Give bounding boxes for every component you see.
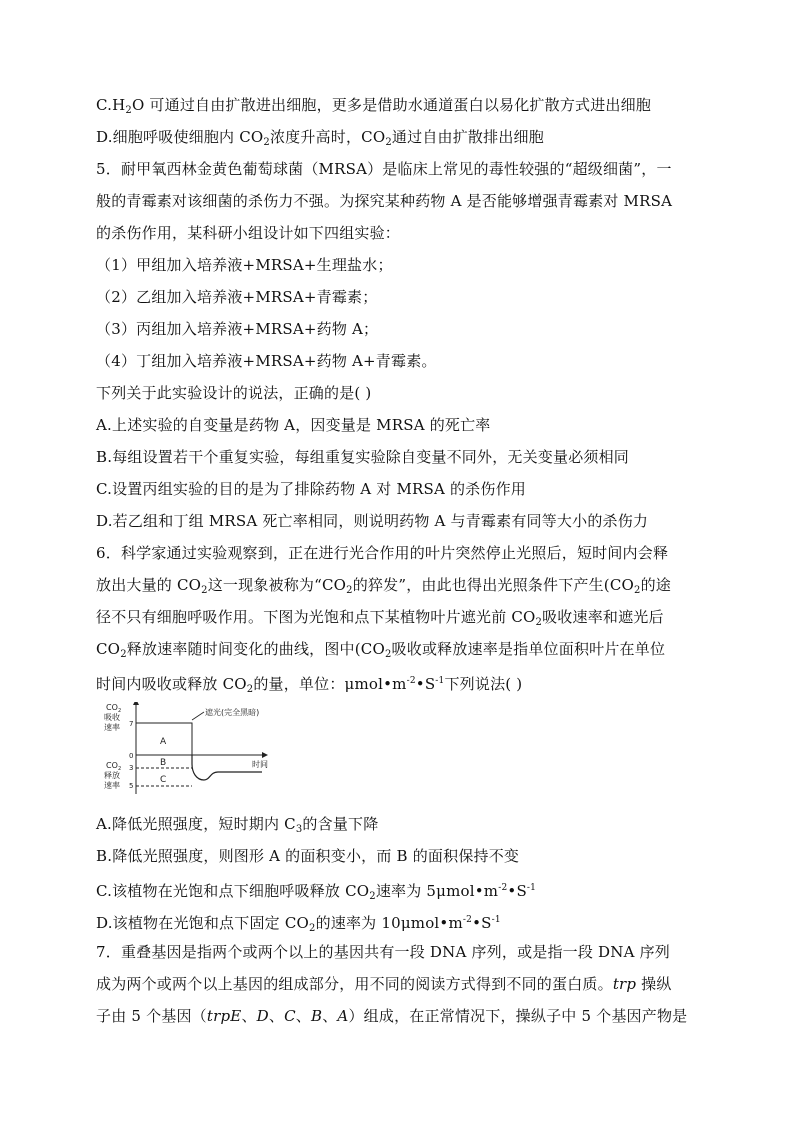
y-bottom-label: CO: [106, 761, 118, 770]
option-a-q6: A.降低光照强度，短时期内 $C_3$的含量下降: [96, 815, 379, 835]
x-axis-arrow: [262, 752, 268, 758]
group-2: （2）乙组加入培养液+MRSA+青霉素；: [96, 288, 378, 306]
y-bottom-label-3: 速率: [104, 781, 120, 790]
option-c-q5: C.设置丙组实验的目的是为了排除药物 A 对 MRSA 的杀伤作用: [96, 480, 526, 498]
option-d-q5: D.若乙组和丁组 MRSA 死亡率相同，则说明药物 A 与青霉素有同等大小的杀伤力: [96, 512, 649, 530]
region-b-label: B: [160, 758, 167, 768]
y-bottom-label-sub: 2: [118, 766, 122, 772]
tick-0: 0: [129, 752, 134, 760]
option-a-q5: A.上述实验的自变量是药物 A，因变量是 MRSA 的死亡率: [96, 416, 491, 434]
tick-7: 7: [129, 720, 134, 728]
question-7-stem-3: 子由 5 个基因（trpE、D、C、B、A）组成，在正常情况下，操纵子中 5 个基因产物是: [96, 1007, 688, 1025]
y-top-label-sub: 2: [118, 708, 122, 714]
y-axis-arrow: [133, 702, 139, 705]
question-6-stem-3: 径不只有细胞呼吸作用。下图为光饱和点下某植物叶片遮光前 $CO_2$吸收速率和遮光后: [96, 608, 664, 628]
question-5-stem-3: 的杀伤作用，某科研小组设计如下四组实验：: [96, 224, 401, 242]
y-top-label-2: 吸收: [104, 713, 120, 722]
question-6-stem-5: 时间内吸收或释放 $CO_2$的量，单位：$\mu mol•m^{-2}•S^{-1}$下列说法( ): [96, 675, 523, 695]
option-d-q4: D.细胞呼吸使细胞内 $CO_2$浓度升高时，$CO_2$通过自由扩散排出细胞: [96, 128, 544, 148]
x-axis-label: 时间: [252, 760, 268, 769]
option-b-q5: B.每组设置若干个重复实验，每组重复实验除自变量不同外，无关变量必须相同: [96, 448, 629, 466]
question-7-stem-1: 7．重叠基因是指两个或两个以上的基因共有一段 DNA 序列，或是指一段 DNA 序列: [96, 943, 670, 961]
question-6-stem-2: 放出大量的 $CO_2$这一现象被称为“$CO_2$的猝发”，由此也得出光照条件下产生($CO_2$的途: [96, 576, 671, 596]
region-c-label: C: [160, 775, 167, 785]
option-c-q4: $C.H_2O$ 可通过自由扩散进出细胞，更多是借助水通道蛋白以易化扩散方式进出细胞: [96, 96, 652, 116]
group-4: （4）丁组加入培养液+MRSA+药物 A+青霉素。: [96, 352, 437, 370]
question-5-prompt: 下列关于此实验设计的说法，正确的是( ): [96, 384, 372, 402]
option-b-q6: B.降低光照强度，则图形 A 的面积变小，而 B 的面积保持不变: [96, 847, 520, 865]
y-bottom-label-2: 释放: [104, 771, 120, 780]
option-c-q6: C.该植物在光饱和点下细胞呼吸释放 $CO_2$速率为 $5\mu mol•m^{-2}•S^{-1}$: [96, 882, 537, 902]
tick-5: 5: [129, 782, 134, 790]
group-3: （3）丙组加入培养液+MRSA+药物 A；: [96, 320, 379, 338]
question-6-stem-1: 6．科学家通过实验观察到，正在进行光合作用的叶片突然停止光照后，短时间内会释: [96, 544, 669, 562]
question-5-stem-2: 般的青霉素对该细菌的杀伤力不强。为探究某种药物 A 是否能够增强青霉素对 MRSA: [96, 192, 673, 210]
y-top-label: CO: [106, 703, 118, 712]
shade-annotation: 遮光(完全黑暗): [205, 708, 260, 717]
co2-rate-figure: [100, 702, 310, 798]
question-5-stem-1: 5．耐甲氧西林金黄色葡萄球菌（MRSA）是临床上常见的毒性较强的“超级细菌”，一: [96, 160, 672, 178]
region-a-label: A: [160, 737, 167, 747]
question-6-stem-4: $CO_2$释放速率随时间变化的曲线，图中($CO_2$吸收或释放速率是指单位面积叶片在单位: [96, 640, 666, 660]
tick-3: 3: [129, 764, 134, 772]
question-7-stem-2: 成为两个或两个以上基因的组成部分，用不同的阅读方式得到不同的蛋白质。trp 操纵: [96, 975, 672, 993]
y-top-label-3: 速率: [104, 723, 120, 732]
group-1: （1）甲组加入培养液+MRSA+生理盐水；: [96, 256, 393, 274]
annotation-pointer: [192, 712, 204, 720]
option-d-q6: D.该植物在光饱和点下固定 $CO_2$的速率为 $10\mu mol•m^{-2}•S^{-1}$: [96, 914, 501, 934]
